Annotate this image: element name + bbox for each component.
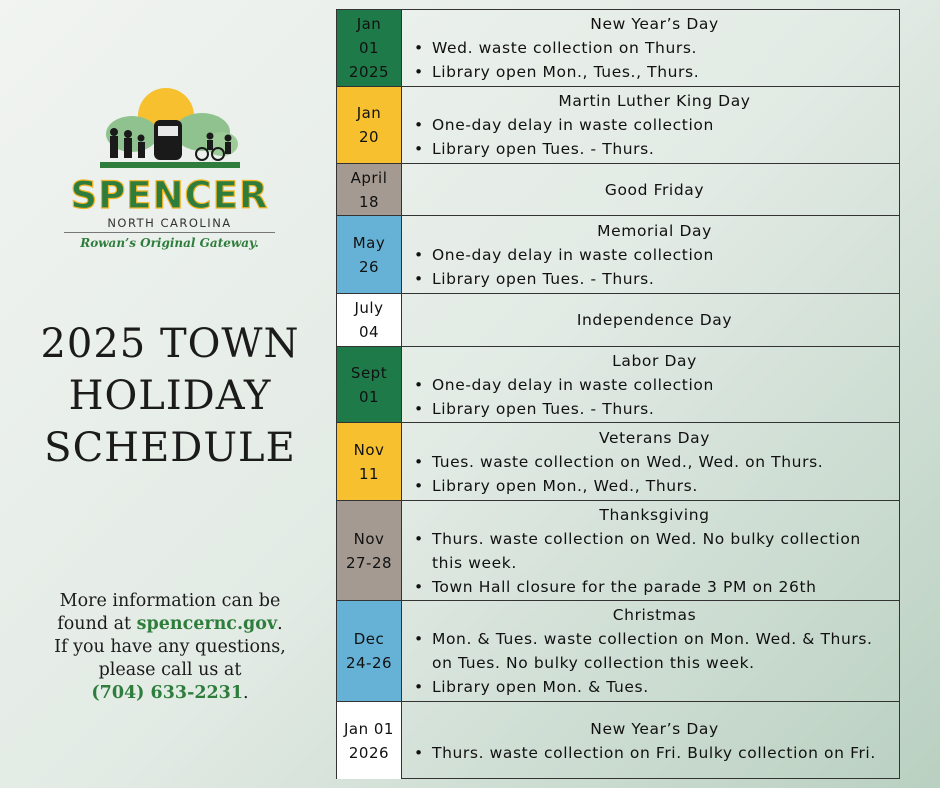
date-cell: Nov 27-28 xyxy=(337,501,402,600)
note-item: • Town Hall closure for the parade 3 PM on 26th xyxy=(412,575,897,599)
note-item: • Library open Tues. - Thurs. xyxy=(412,137,897,161)
logo-wordmark: SPENCER xyxy=(70,174,269,217)
note-item: • Wed. waste collection on Thurs. xyxy=(412,36,897,60)
description-cell xyxy=(402,702,899,779)
note-item: • Library open Tues. - Thurs. xyxy=(412,397,897,421)
table-row xyxy=(337,216,899,294)
info-line-5-suffix: . xyxy=(243,683,249,703)
logo-divider xyxy=(64,232,275,233)
table-row xyxy=(337,87,899,164)
logo-scene-icon xyxy=(62,86,277,176)
table-row xyxy=(337,294,899,347)
holiday-schedule-table xyxy=(336,9,900,779)
note-item: • Tues. waste collection on Wed., Wed. on Thurs. xyxy=(412,450,897,474)
info-line-1: More information can be xyxy=(59,591,281,611)
date-cell: Jan 20 xyxy=(337,87,402,163)
holiday-name: Labor Day xyxy=(612,351,697,370)
page-title xyxy=(20,318,320,474)
note-item: • Library open Mon., Wed., Thurs. xyxy=(412,474,897,498)
spencer-logo xyxy=(62,86,277,256)
notes-list xyxy=(412,527,897,599)
phone-link[interactable]: (704) 633-2231 xyxy=(91,683,244,703)
date-cell: Jan 01 2026 xyxy=(337,702,402,779)
date-cell: Jan 01 2025 xyxy=(337,10,402,86)
info-line-2-suffix: . xyxy=(277,614,283,634)
holiday-name: Memorial Day xyxy=(597,221,712,240)
holiday-name: Independence Day xyxy=(576,311,733,329)
info-line-4: please call us at xyxy=(98,660,242,680)
description-cell xyxy=(402,87,899,163)
note-item: • One-day delay in waste collection xyxy=(412,113,897,137)
date-cell: April 18 xyxy=(337,164,402,215)
table-row xyxy=(337,347,899,423)
description-cell xyxy=(402,216,899,293)
notes-list xyxy=(412,627,897,699)
description-cell xyxy=(402,601,899,701)
description-cell xyxy=(402,501,899,600)
table-row xyxy=(337,501,899,601)
note-item: • Library open Mon., Tues., Thurs. xyxy=(412,60,897,84)
note-item: • Mon. & Tues. waste collection on Mon. Wed. & Thurs. on Tues. No bulky collection this week. xyxy=(412,627,897,675)
title-line-3: SCHEDULE xyxy=(44,425,296,471)
holiday-name: Thanksgiving xyxy=(599,505,710,524)
note-item: • Thurs. waste collection on Wed. No bulky collection this week. xyxy=(412,527,897,575)
holiday-name: New Year’s Day xyxy=(590,15,719,33)
description-cell xyxy=(402,164,899,215)
table-row xyxy=(337,164,899,216)
info-line-2-prefix: found at xyxy=(57,614,137,634)
title-line-1: 2025 TOWN xyxy=(40,321,300,367)
description-cell xyxy=(402,347,899,422)
description-cell xyxy=(402,294,899,346)
holiday-name: Martin Luther King Day xyxy=(558,92,751,110)
info-line-5 xyxy=(22,682,318,705)
info-line-2 xyxy=(22,613,318,636)
date-cell: Dec 24-26 xyxy=(337,601,402,701)
date-cell: May 26 xyxy=(337,216,402,293)
table-row xyxy=(337,601,899,702)
date-cell: July 04 xyxy=(337,294,402,346)
note-item: • Library open Mon. & Tues. xyxy=(412,675,897,699)
note-item: • One-day delay in waste collection xyxy=(412,373,897,397)
table-row xyxy=(337,702,899,779)
description-cell xyxy=(402,423,899,500)
date-cell: Nov 11 xyxy=(337,423,402,500)
notes-list xyxy=(412,113,897,161)
note-item: • Thurs. waste collection on Fri. Bulky collection on Fri. xyxy=(412,741,897,765)
holiday-name: Christmas xyxy=(612,606,697,624)
note-item: • Library open Tues. - Thurs. xyxy=(412,267,897,291)
contact-info xyxy=(22,590,318,705)
logo-state: NORTH CAROLINA xyxy=(107,216,232,230)
notes-list xyxy=(412,450,897,498)
holiday-name: Good Friday xyxy=(604,180,705,199)
notes-list xyxy=(412,36,897,84)
note-item: • One-day delay in waste collection xyxy=(412,243,897,267)
table-row xyxy=(337,423,899,501)
holiday-name: New Year’s Day xyxy=(590,719,719,738)
date-cell: Sept 01 xyxy=(337,347,402,422)
notes-list xyxy=(412,373,897,421)
logo-tagline: Rowan’s Original Gateway. xyxy=(80,236,259,250)
website-link[interactable]: spencernc.gov xyxy=(136,614,278,634)
title-line-2: HOLIDAY xyxy=(68,373,272,419)
holiday-name: Veterans Day xyxy=(598,428,711,447)
description-cell xyxy=(402,10,899,86)
info-line-3: If you have any questions, xyxy=(54,637,286,657)
table-row xyxy=(337,10,899,87)
notes-list xyxy=(412,741,897,765)
notes-list xyxy=(412,243,897,291)
